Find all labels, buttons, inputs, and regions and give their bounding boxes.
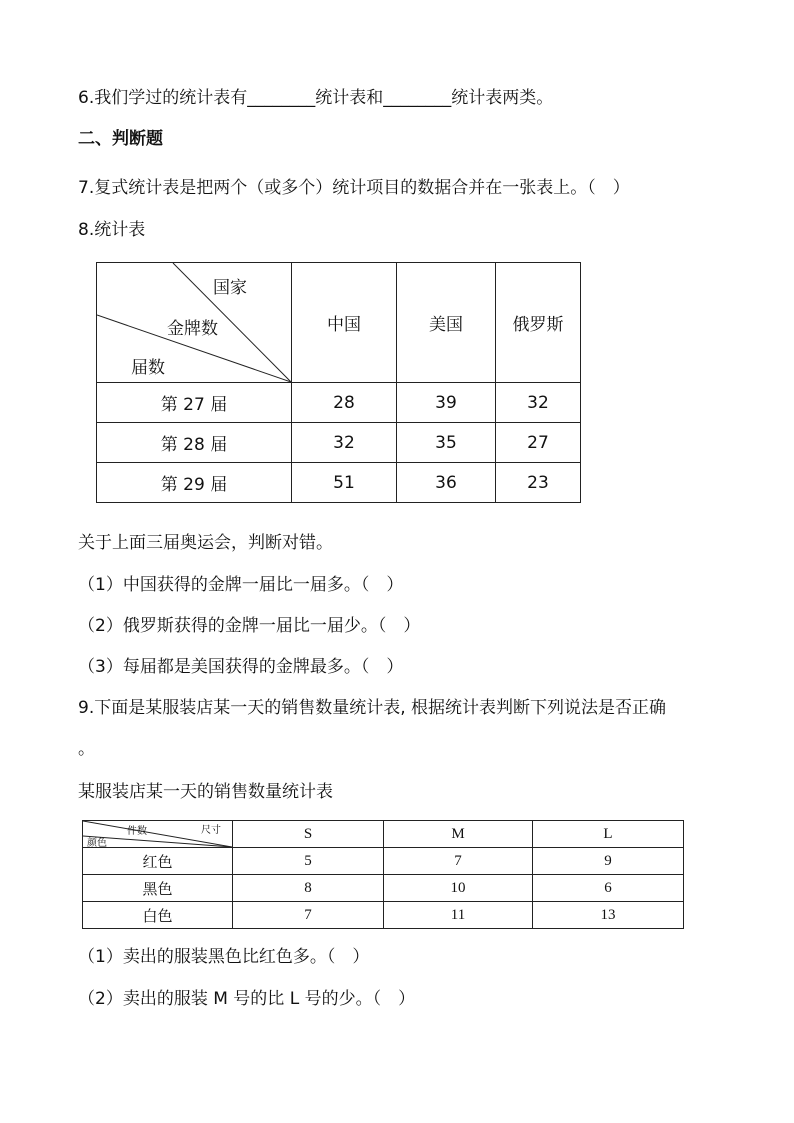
table2-corner-cell: [83, 821, 233, 848]
table-row: [83, 875, 684, 902]
table-cell: 23: [496, 463, 581, 503]
question-8-3: （3）每届都是美国获得的金牌最多。（ ）: [78, 657, 404, 677]
corner-label-medals: 金牌数: [167, 319, 218, 339]
column-header: M: [384, 821, 533, 848]
question-7: 7.复式统计表是把两个（或多个）统计项目的数据合并在一张表上。（ ）: [78, 178, 630, 198]
column-header: S: [233, 821, 384, 848]
table-cell: 5: [233, 848, 384, 875]
table-cell: 32: [292, 423, 397, 463]
column-header: 俄罗斯: [496, 263, 581, 383]
question-6: 6.我们学过的统计表有________统计表和________统计表两类。: [78, 88, 554, 108]
table-cell: 32: [496, 383, 581, 423]
table-cell: 51: [292, 463, 397, 503]
table-row: [97, 383, 581, 423]
column-header: 中国: [292, 263, 397, 383]
table-cell: 10: [384, 875, 533, 902]
row-label: 白色: [83, 902, 233, 929]
corner-label-size: 尺寸: [201, 825, 221, 836]
table-cell: 9: [533, 848, 684, 875]
question-9-line2: 。: [78, 739, 95, 759]
table-cell: 7: [384, 848, 533, 875]
olympic-medal-table: [96, 262, 581, 503]
corner-label-edition: 届数: [131, 358, 165, 378]
table-cell: 36: [397, 463, 496, 503]
table1-corner-cell: [97, 263, 292, 383]
question-8-1: （1）中国获得的金牌一届比一届多。（ ）: [78, 575, 404, 595]
question-8-2: （2）俄罗斯获得的金牌一届比一届少。（ ）: [78, 616, 421, 636]
question-9-1: （1）卖出的服装黑色比红色多。（ ）: [78, 947, 370, 967]
column-header: L: [533, 821, 684, 848]
table-cell: 27: [496, 423, 581, 463]
question-9-line1: 9.下面是某服装店某一天的销售数量统计表, 根据统计表判断下列说法是否正确: [78, 698, 667, 718]
table-cell: 35: [397, 423, 496, 463]
row-label: 黑色: [83, 875, 233, 902]
table-cell: 7: [233, 902, 384, 929]
table-cell: 13: [533, 902, 684, 929]
corner-label-country: 国家: [213, 278, 247, 298]
column-header: 美国: [397, 263, 496, 383]
table-cell: 28: [292, 383, 397, 423]
row-label: 红色: [83, 848, 233, 875]
question-8-title: 8.统计表: [78, 220, 146, 240]
table-cell: 6: [533, 875, 684, 902]
question-8-intro: 关于上面三届奥运会，判断对错。: [78, 533, 333, 553]
table-row: [97, 423, 581, 463]
table-cell: 11: [384, 902, 533, 929]
table-row: [83, 848, 684, 875]
table-row: [97, 463, 581, 503]
corner-label-count: 件数: [127, 826, 147, 837]
row-label: 第 29 届: [97, 463, 292, 503]
corner-label-color: 颜色: [87, 838, 107, 849]
table-cell: 39: [397, 383, 496, 423]
section-heading-judgment: 二、判断题: [78, 129, 163, 149]
table-row: [83, 902, 684, 929]
clothing-sales-table: [82, 820, 684, 929]
question-9-2: （2）卖出的服装 M 号的比 L 号的少。（ ）: [78, 989, 416, 1009]
table-cell: 8: [233, 875, 384, 902]
row-label: 第 28 届: [97, 423, 292, 463]
table2-title: 某服装店某一天的销售数量统计表: [78, 782, 333, 802]
row-label: 第 27 届: [97, 383, 292, 423]
